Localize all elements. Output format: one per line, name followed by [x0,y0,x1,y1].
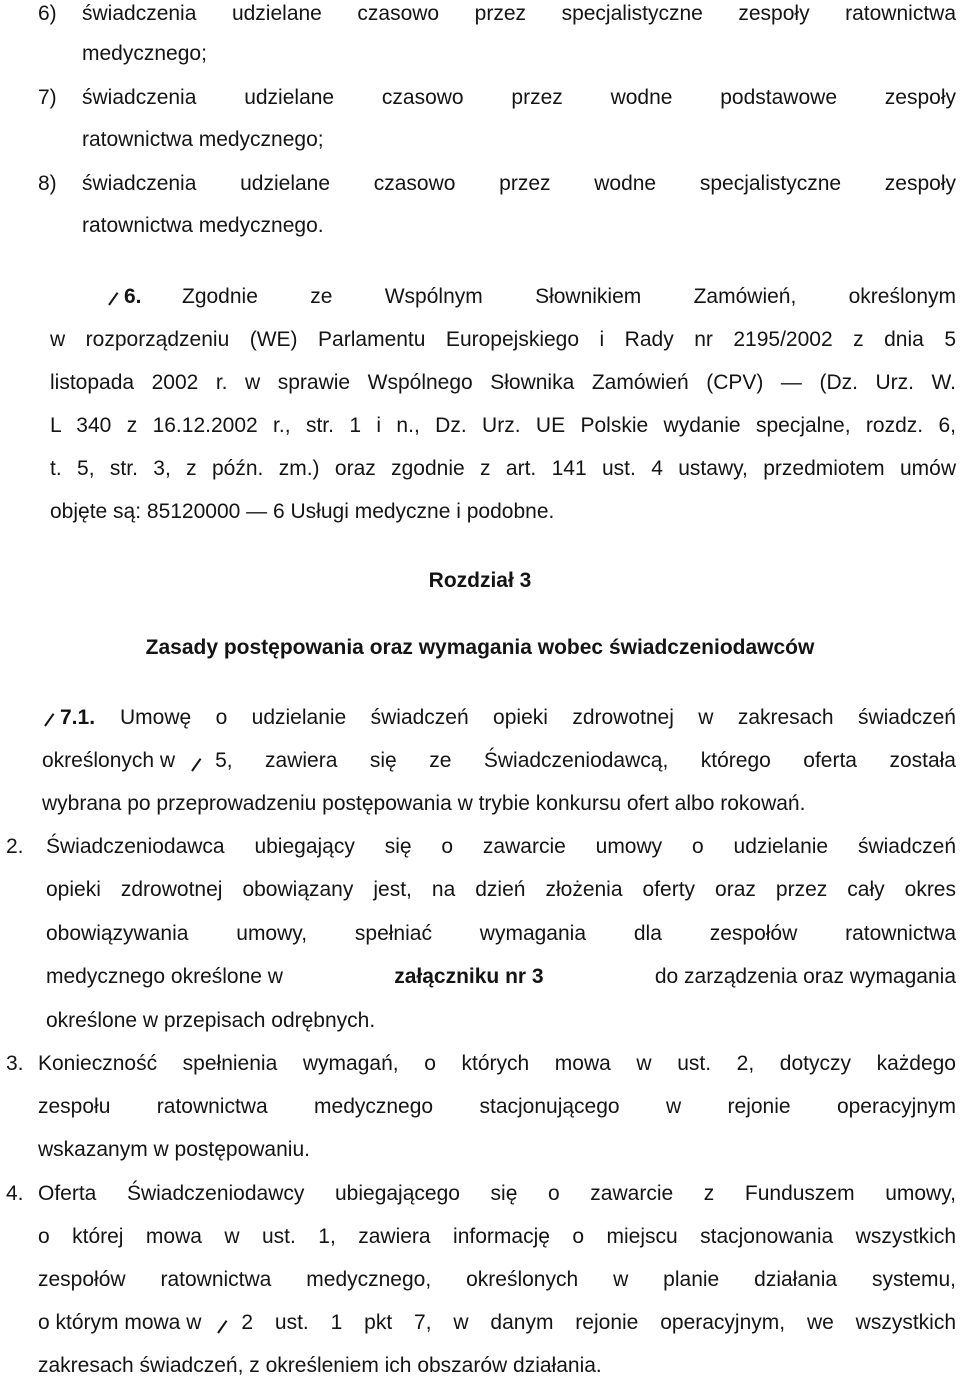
section-7-point-2-line-2: opieki zdrowotnej obowiązany jest, na dzień złożenia oferty oraz przez cały okres [46,878,956,901]
section-7-point-4-line-4 [38,1309,956,1337]
section-7-point-1-line-3: wybrana po przeprowadzeniu postępowania w trybie konkursu ofert albo rokowań. [42,792,806,815]
section-6-line-2: w rozporządzeniu (WE) Parlamentu Europejskiego i Rady nr 2195/2002 z dnia 5 [50,328,956,351]
section-7-point-3-line-3: wskazanym w postępowaniu. [38,1138,310,1161]
section-6-line-4: L 340 z 16.12.2002 r., str. 1 i n., Dz. Urz. UE Polskie wydanie specjalne, rozdz. 6, [50,414,956,437]
section-7-point-4-line-4-a: o którym mowa w [38,1311,202,1334]
section-6-line-3: listopada 2002 r. w sprawie Wspólnego Słownika Zamówień (CPV) — (Dz. Urz. W. [50,371,956,394]
section-7-point-1-number: 1. [77,706,96,729]
list-item-8-number: 8) [38,172,57,195]
section-7-point-4-line-1: Oferta Świadczeniodawcy ubiegającego się o zawarcie z Funduszem umowy, [38,1182,956,1205]
section-7-point-2-number: 2. [6,835,24,858]
paragraph-sign-icon [189,749,207,773]
section-7-number: 7. [60,706,78,729]
section-6-heading [106,283,142,311]
section-7-point-1-line-2-rest [189,747,956,775]
list-item-7-line-1: świadczenia udzielane czasowo przez wodne podstawowe zespoły [82,86,956,109]
section-7-point-1-line-2-a: określonych w [42,749,176,772]
section-7-point-3-line-2: zespołu ratownictwa medycznego stacjonującego w rejonie operacyjnym [38,1095,956,1118]
list-item-8-line-1: świadczenia udzielane czasowo przez wodne specjalistyczne zespoły [82,172,956,195]
section-6-number: 6. [124,285,142,308]
list-item-6-line-2: medycznego; [82,42,207,65]
paragraph-sign-icon [106,283,124,307]
section-7-point-3-number: 3. [6,1052,24,1075]
section-7-point-1-line-2 [42,747,956,775]
section-7-point-2-line-1: Świadczeniodawca ubiegający się o zawarcie umowy o udzielanie świadczeń [46,835,956,858]
section-7-point-4-line-4-b: 2 ust. 1 pkt 7, w danym rejonie operacyjnym, we wszystkich [241,1311,956,1334]
section-7-point-4-line-5: zakresach świadczeń, z określeniem ich obszarów działania. [38,1354,602,1377]
section-7-point-2-line-4-a: medycznego określone w [46,965,283,988]
list-item-7-line-2: ratownictwa medycznego; [82,128,324,151]
section-7-point-4-number: 4. [6,1182,24,1205]
section-7-point-2-line-4-b: do zarządzenia oraz wymagania [654,965,956,988]
list-item-8-line-2: ratownictwa medycznego. [82,214,324,237]
chapter-title: Rozdział 3 [428,569,532,592]
section-7-heading [42,704,95,732]
section-6-line-5: t. 5, str. 3, z późn. zm.) oraz zgodnie z art. 141 ust. 4 ustawy, przedmiotem umów [50,457,956,480]
list-item-6-line-1: świadczenia udzielane czasowo przez specjalistyczne zespoły ratownictwa [82,2,956,25]
attachment-reference: załączniku nr 3 [394,965,544,988]
section-6-line-6: objęte są: 85120000 — 6 Usługi medyczne i podobne. [50,500,555,523]
section-7-point-1-line-2-b: 5, zawiera się ze Świadczeniodawcą, którego oferta została [215,749,956,772]
section-7-point-4-line-3: zespołów ratownictwa medycznego, określonych w planie działania systemu, [38,1268,956,1291]
list-item-6-number: 6) [38,2,57,25]
section-7-point-4-line-2: o której mowa w ust. 1, zawiera informację o miejscu stacjonowania wszystkich [38,1225,956,1248]
section-6-line-1: Zgodnie ze Wspólnym Słownikiem Zamówień, określonym [182,285,956,308]
section-7-point-2-line-4 [46,963,956,991]
section-7-point-2-line-3: obowiązywania umowy, spełniać wymagania dla zespołów ratownictwa [46,922,956,945]
paragraph-sign-icon [215,1311,233,1335]
section-7-point-2-line-5: określone w przepisach odrębnych. [46,1009,376,1032]
section-7-point-1-line-1: Umowę o udzielanie świadczeń opieki zdrowotnej w zakresach świadczeń [120,706,956,729]
chapter-subtitle: Zasady postępowania oraz wymagania wobec świadczeniodawców [145,636,815,659]
section-7-point-4-line-4-rest [215,1309,956,1337]
list-item-7-number: 7) [38,86,57,109]
section-7-point-3-line-1: Konieczność spełnienia wymagań, o których mowa w ust. 2, dotyczy każdego [38,1052,956,1075]
paragraph-sign-icon [42,704,60,728]
